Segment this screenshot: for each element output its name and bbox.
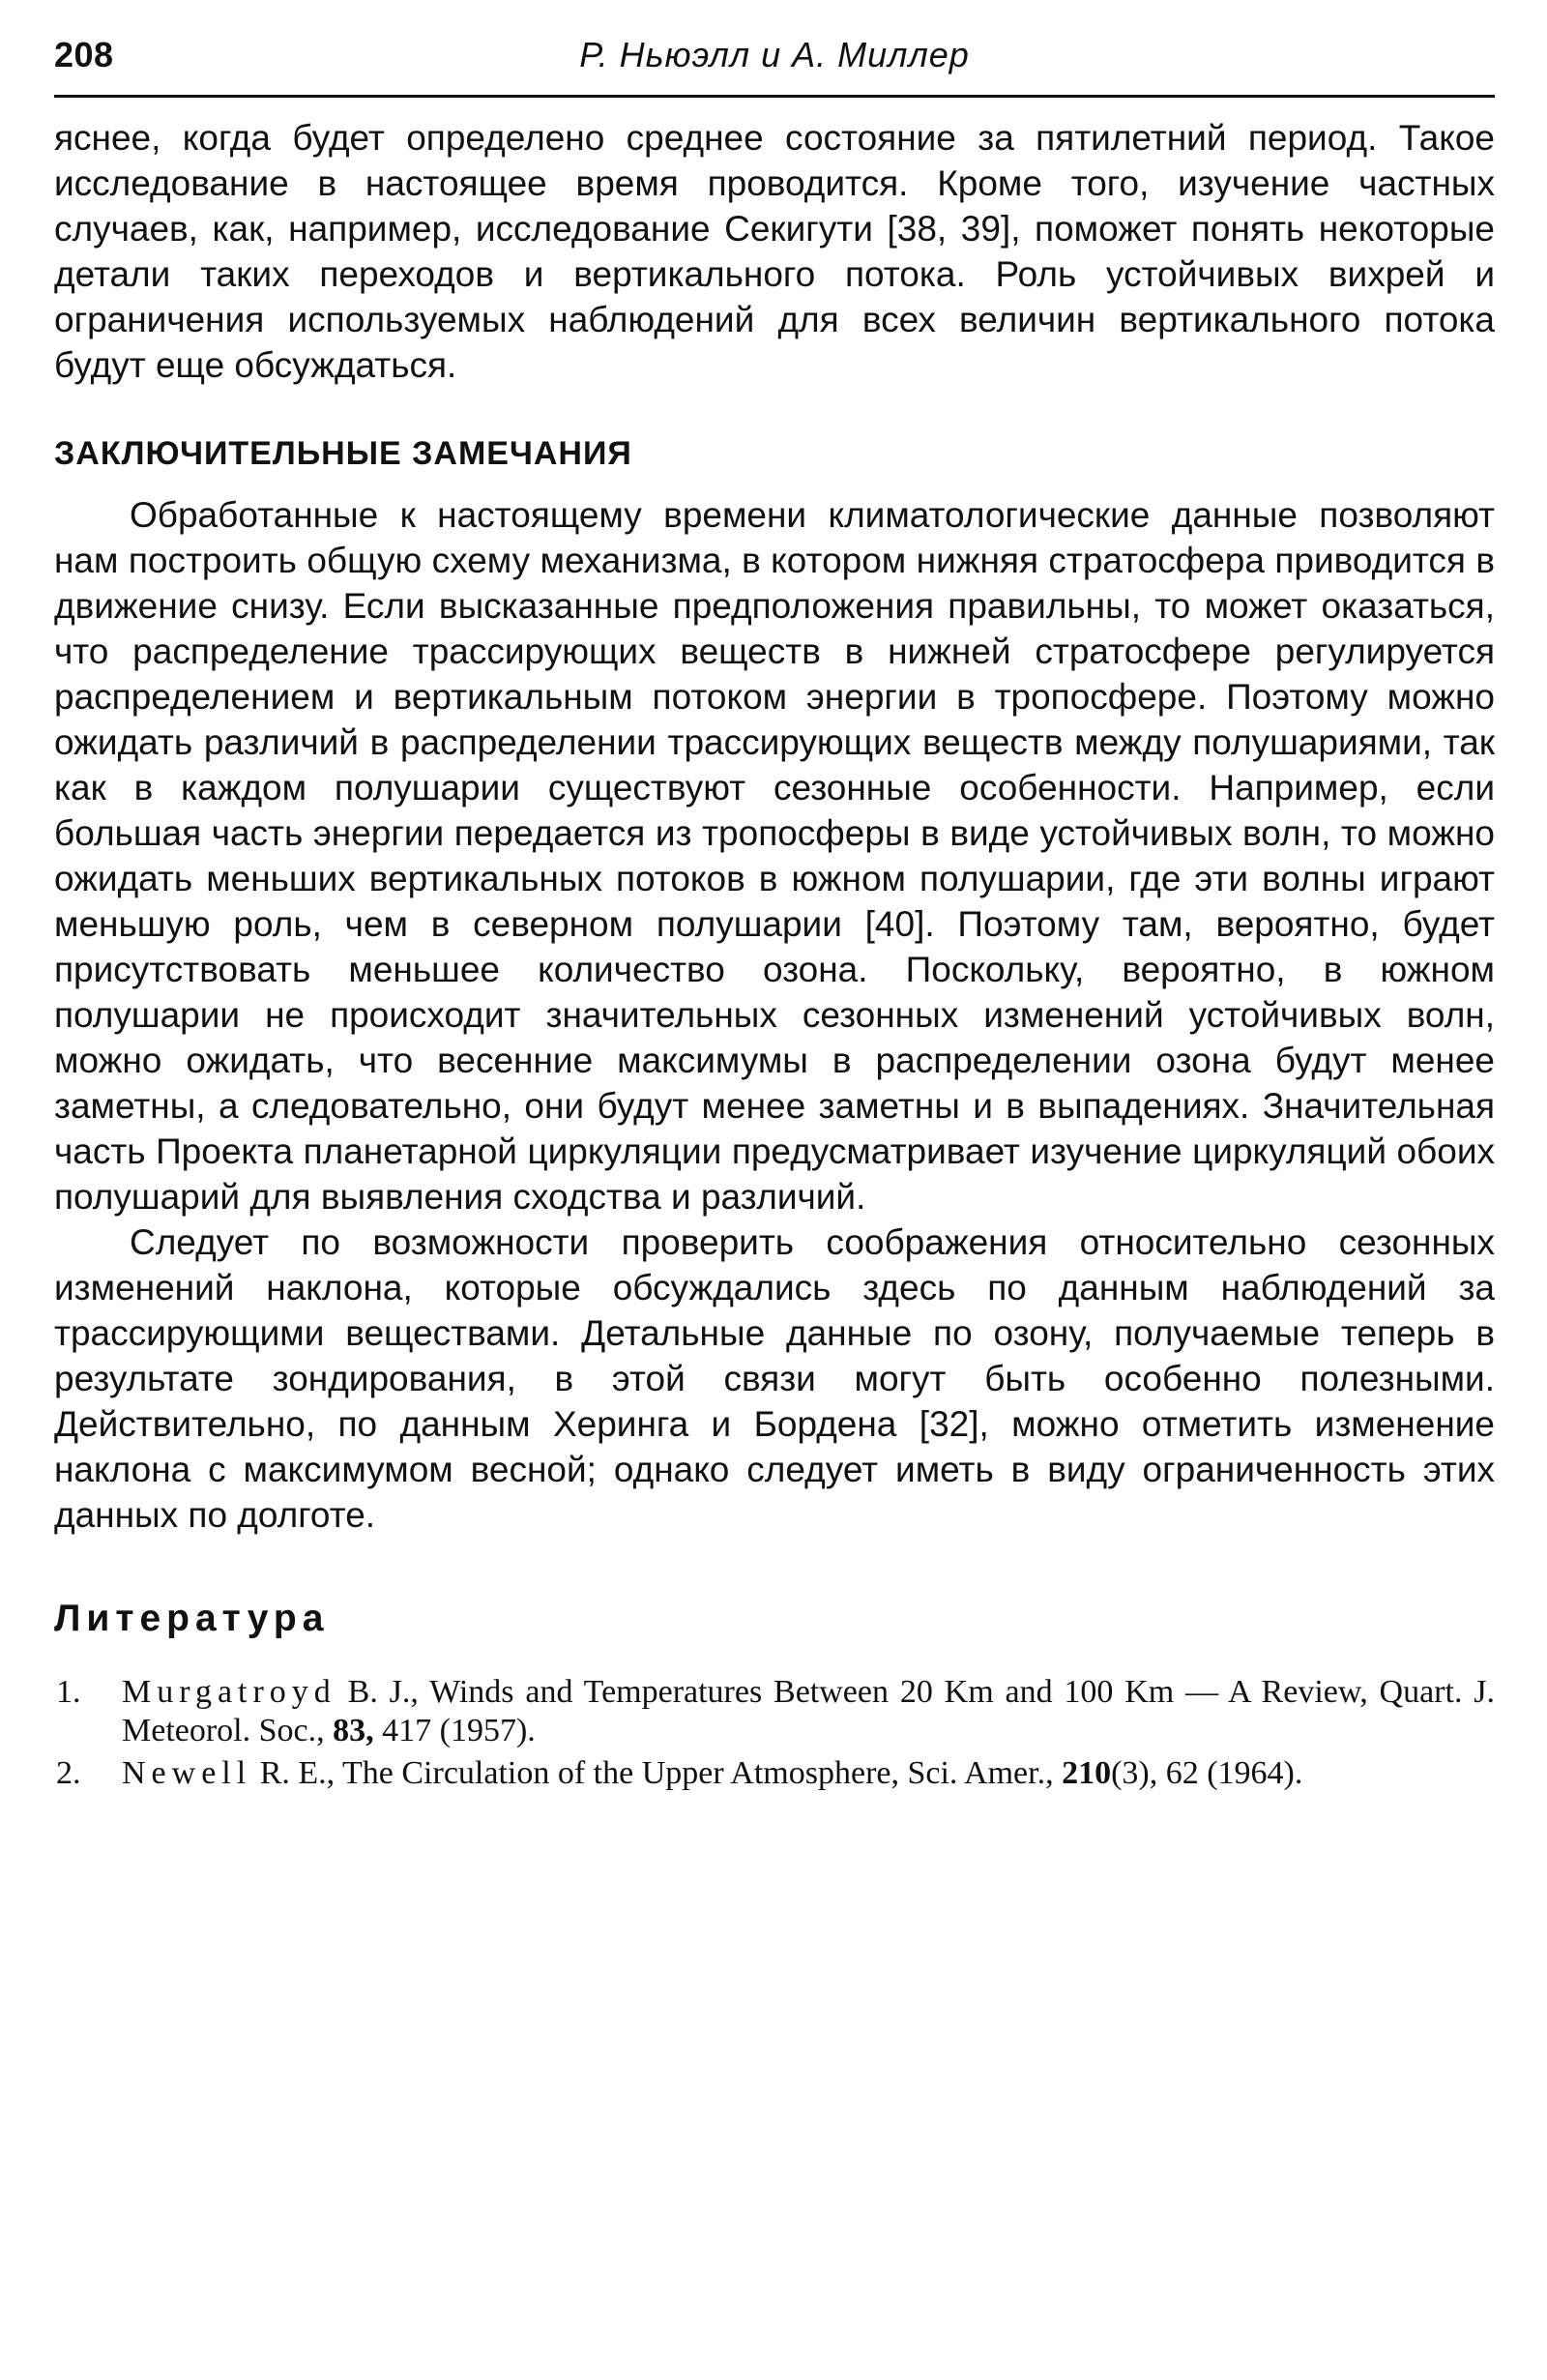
- reference-number: 1.: [56, 1674, 81, 1710]
- reference-volume: 210: [1062, 1755, 1112, 1791]
- section-heading-conclusions: ЗАКЛЮЧИТЕЛЬНЫЕ ЗАМЕЧАНИЯ: [54, 435, 632, 472]
- book-page: [54, 25, 1495, 1797]
- reference-text: R. E., The Circulation of the Upper Atmosphere, Sci. Amer.,: [259, 1755, 1054, 1791]
- reference-number: 2.: [56, 1755, 81, 1791]
- reference-pages-year: (3), 62 (1964).: [1111, 1755, 1303, 1791]
- reference-item: [54, 1754, 1495, 1793]
- reference-item: [54, 1673, 1495, 1750]
- reference-author: Murgatroyd: [122, 1674, 336, 1710]
- conclusions-paragraph-1: Обработанные к настоящему времени климатологические данные позволяют нам построить общую схему механизма, в котором нижняя стратосфера приводится в движение снизу. Если высказанные предположения правильны, то может оказаться, что распределение трассирующих веществ в нижней стратосфере регулируется распределением и вертикальным потоком энергии в тропосфере. Поэтому можно ожидать различий в распределении трассирующих веществ между полушариями, так как в каждом полушарии существуют сезонные особенности. Например, если большая часть энергии передается из тропосферы в виде устойчивых волн, то можно ожидать меньших вертикальных потоков в южном полушарии, где эти волны играют меньшую роль, чем в северном полушарии [40]. Поэтому там, вероятно, будет присутствовать меньшее количество озона. Поскольку, вероятно, в южном полушарии не происходит значительных сезонных изменений устойчивых волн, можно ожидать, что весенние максимумы в распределении озона будут менее заметны, а следовательно, они будут менее заметны и в выпадениях. Значительная часть Проекта планетарной циркуляции предусматривает изучение циркуляций обоих полушарий для выявления сходства и различий.: [54, 495, 1495, 1217]
- intro-paragraph: яснее, когда будет определено среднее состояние за пятилетний период. Такое исследование в настоящее время проводится. Кроме того, изучение частных случаев, как, например, исследование Секигути [38, 39], поможет понять некоторые детали таких переходов и вертикального потока. Роль устойчивых вихрей и ограничения используемых наблюдений для всех величин вертикального потока будут еще обсуждаться.: [54, 118, 1495, 385]
- reference-volume: 83,: [333, 1713, 374, 1748]
- reference-author: Newell: [122, 1755, 252, 1791]
- conclusions-paragraph-2: Следует по возможности проверить соображения относительно сезонных изменений наклона, которые обсуждались здесь по данным наблюдений за трассирующими веществами. Детальные данные по озону, получаемые теперь в результате зондирования, в этой связи могут быть особенно полезными. Действительно, по данным Херинга и Бордена [32], можно отметить изменение наклона с максимумом весной; однако следует иметь в виду ограниченность этих данных по долготе.: [54, 1222, 1495, 1535]
- reference-text: B. J., Winds and Temperatures Between 20 Km and 100 Km — A Review, Quart. J. Meteorol. Soc.,: [122, 1674, 1496, 1748]
- references-heading: Литература: [54, 1598, 330, 1639]
- running-head: Р. Ньюэлл и А. Миллер: [579, 35, 970, 74]
- page-header: [54, 25, 1495, 85]
- reference-list: [54, 1673, 1495, 1793]
- header-rule: [54, 95, 1495, 98]
- reference-pages-year: 417 (1957).: [382, 1713, 536, 1748]
- page-number: 208: [54, 35, 114, 74]
